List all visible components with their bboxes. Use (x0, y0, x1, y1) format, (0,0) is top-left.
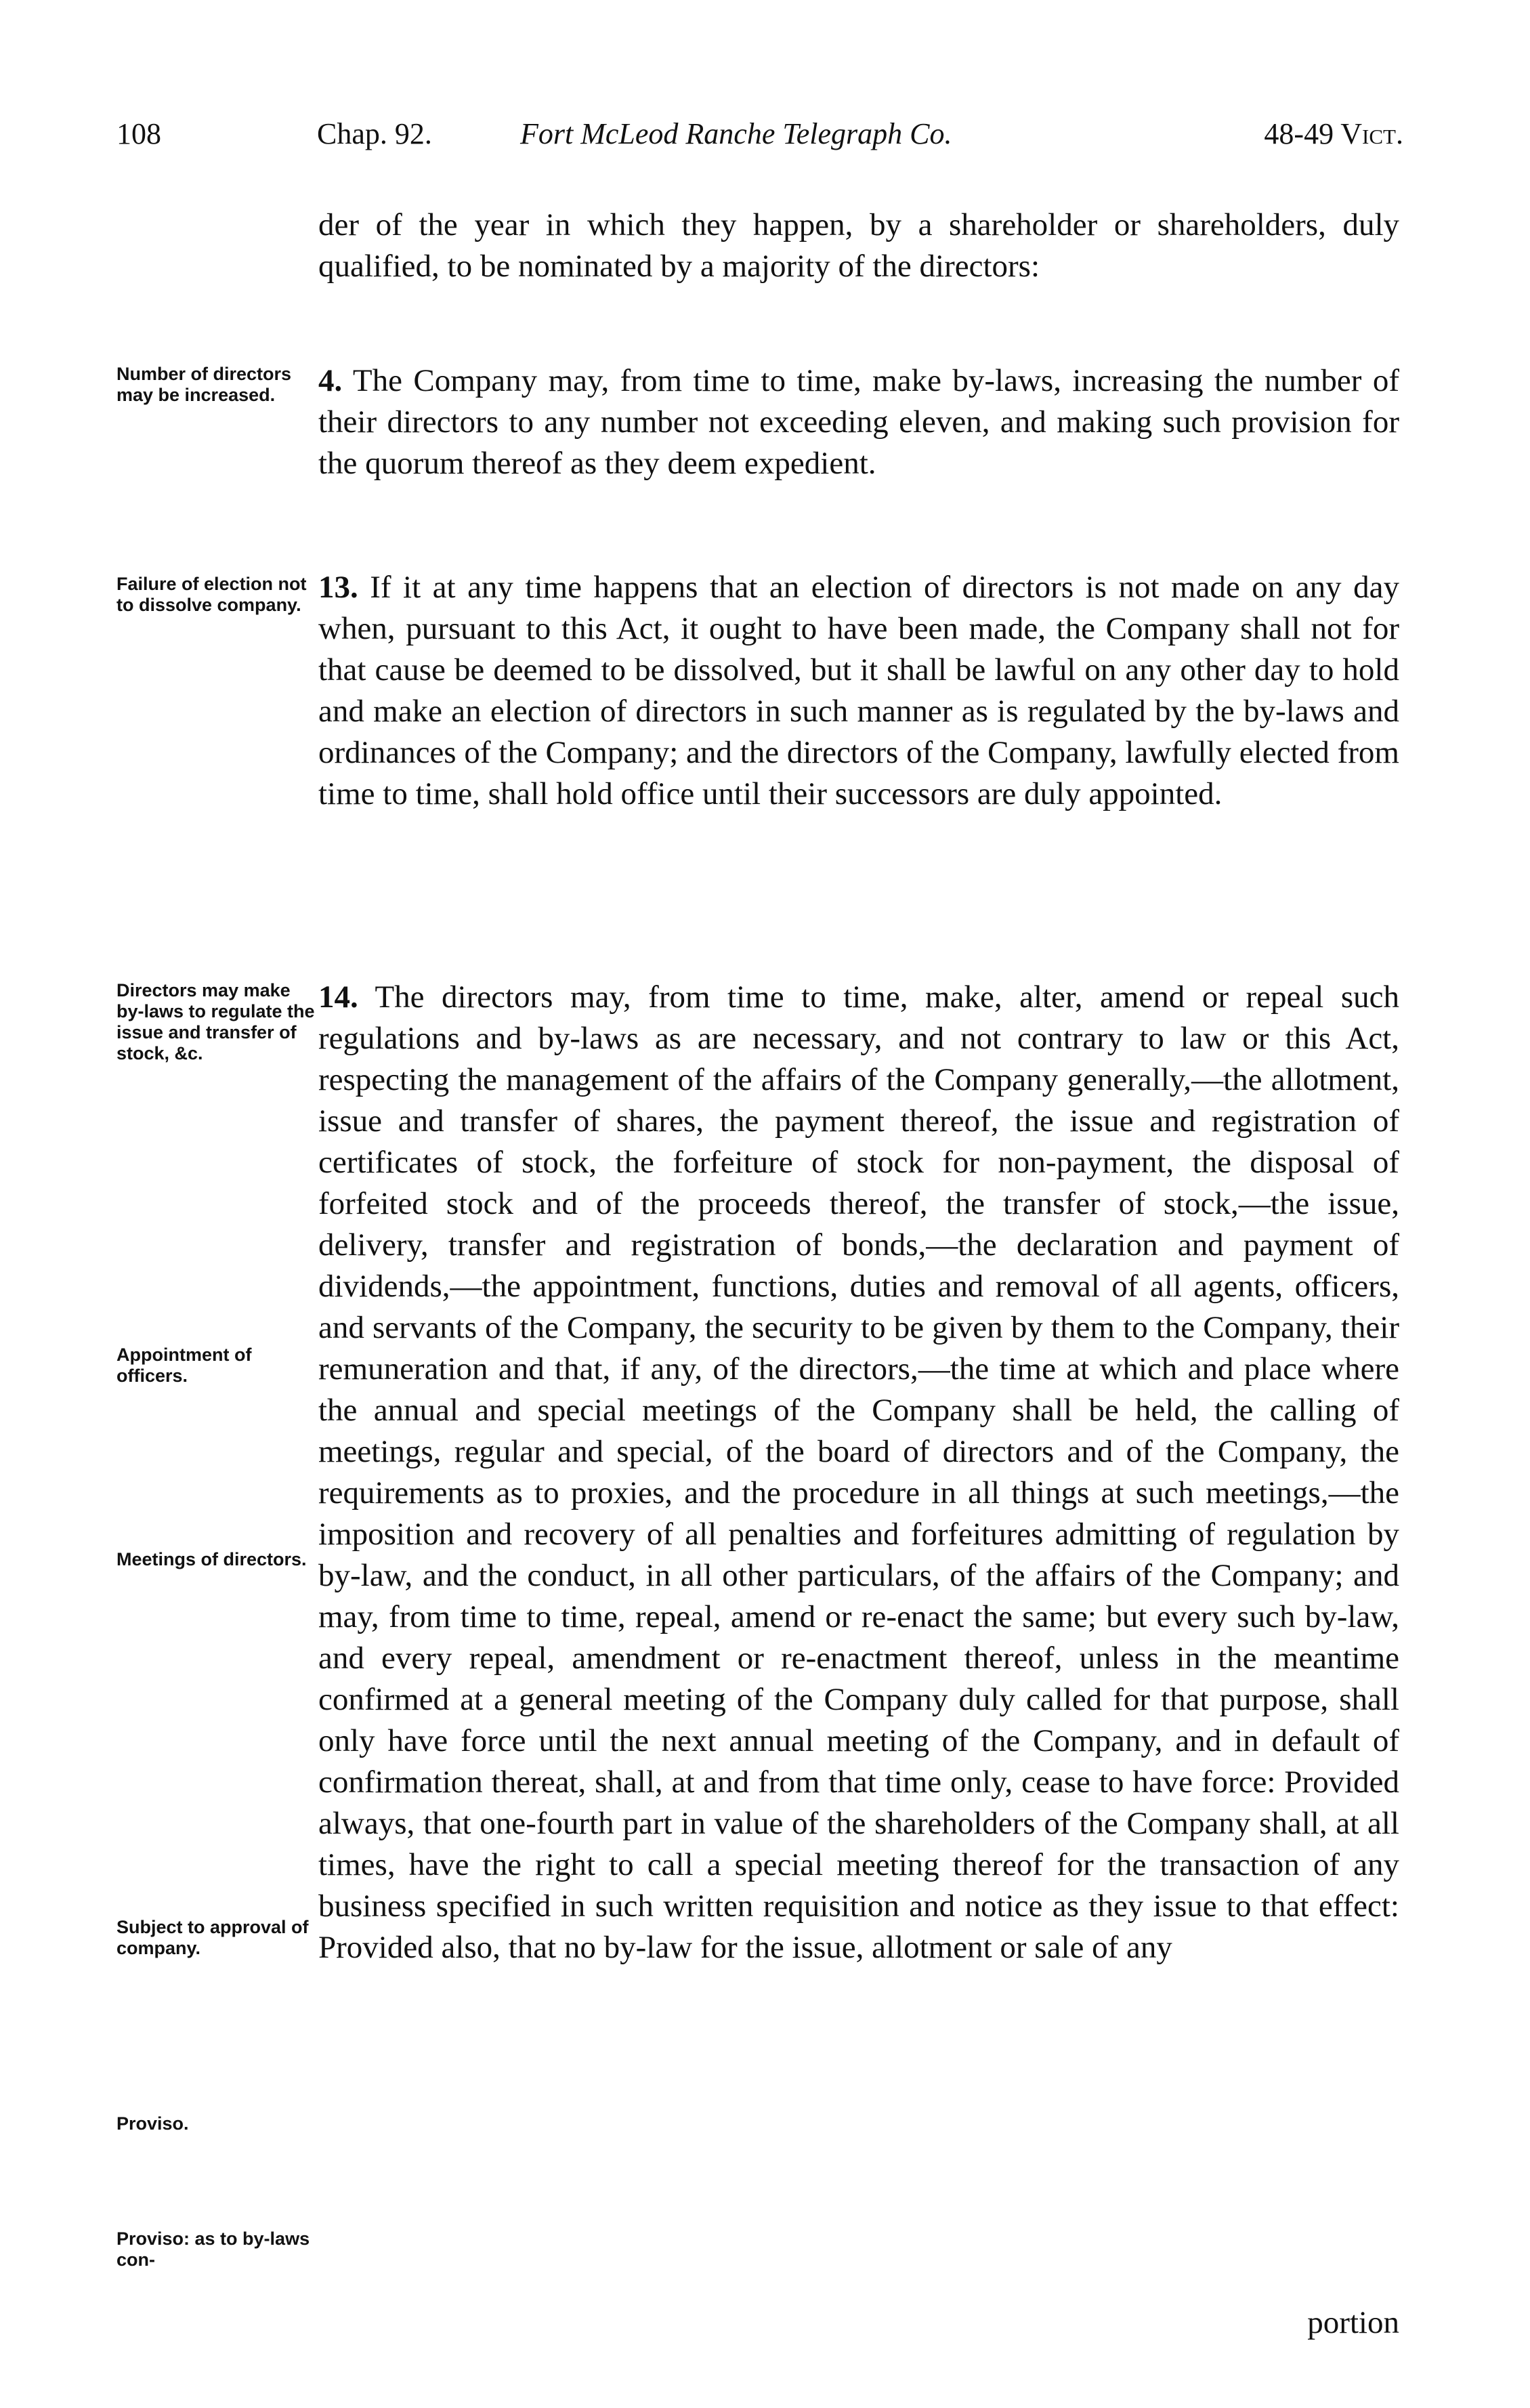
section-text: The directors may, from time to time, make, alter, amend or repeal such regulations and by-laws as are necessary, and not contrary to law or this Act, respecting the management of the affairs of the Company generally,—the allotment, issue and transfer of shares, the payment thereof, the issue and registration of certificates of stock, the forfeiture of stock for non-payment, the disposal of forfeited stock and of the proceeds thereof, the transfer of stock,—the issue, delivery, transfer and registration of bonds,—the declaration and payment of dividends,—the appointment, functions, duties and removal of all agents, officers, and servants of the Company, the security to be given by them to the Company, their remuneration and that, if any, of the directors,—the time at which and place where the annual and special meetings of the Company shall be held, the calling of meetings, regular and special, of the board of directors and of the Company, the requirements as to proxies, and the procedure in all things at such meetings,—the imposition and recovery of all penalties and forfeitures admitting of regulation by by-law, and the conduct, in all other particulars, of the affairs of the Company; and may, from time to time, repeal, amend or re-enact the same; but every such by-law, and every repeal, amendment or re-enactment thereof, unless in the meantime confirmed at a general meeting of the Company duly called for that purpose, shall only have force until the next annual meeting of the Company, and in default of confirmation thereat, shall, at and from that time only, cease to have force: Provided always, that one-fourth part in value of the shareholders of the Company shall, at all times, have the right to call a special meeting thereof for the transaction of any business specified in such written requisition and notice as they issue to that effect: Provided also, that no by-law for the issue, allotment or sale of any (318, 979, 1399, 1965)
margin-note-number-of-directors: Number of directors may be increased. (116, 364, 292, 405)
page-number: 108 (116, 117, 161, 150)
section-text: If it at any time happens that an election of directors is not made on any day when, pursuant to this Act, it ought to have been made, the Company shall not for that cause be deemed to be dissolved, but it shall be lawful on any other day to hold and make an election of directors in such manner as is regulated by the by-laws and ordinances of the Company; and the directors of the Company, lawfully elected from time to time, shall hold office until their successors are duly appointed. (318, 570, 1399, 811)
section-14 (318, 977, 1399, 1968)
section-number: 4. (318, 363, 343, 398)
continuation-text: der of the year in which they happen, by a shareholder or shareholders, duly qualified, to be nominated by a majority of the directors: (318, 207, 1399, 284)
margin-note-proviso-bylaws: Proviso: as to by-laws con- (116, 2229, 310, 2270)
margin-note-proviso: Proviso. (116, 2113, 189, 2134)
continuation-paragraph (318, 205, 1399, 287)
margin-note-subject-to-approval: Subject to approval of company. (116, 1917, 309, 1958)
section-number: 13. (318, 570, 358, 605)
regnal-year: 48-49 Vict. (1264, 117, 1403, 150)
margin-note-failure-of-election: Failure of election not to dissolve company. (116, 574, 307, 615)
margin-note-appointment-of-officers: Appointment of officers. (116, 1345, 252, 1386)
section-13 (318, 567, 1399, 815)
act-title: Fort McLeod Ranche Telegraph Co. (520, 117, 952, 150)
margin-note-meetings-of-directors: Meetings of directors. (116, 1549, 307, 1569)
margin-note-directors-bylaws: Directors may make by-laws to regulate the issue and transfer of stock, &c. (116, 980, 315, 1063)
catchword: portion (1307, 2305, 1399, 2340)
section-4 (318, 360, 1399, 484)
chapter-label: Chap. 92. (317, 117, 432, 150)
section-number: 14. (318, 979, 358, 1015)
running-header (116, 117, 1403, 164)
section-text: The Company may, from time to time, make by-laws, increasing the number of their directors to any number not exceeding eleven, and making such provision for the quorum thereof as they deem expedient. (318, 363, 1400, 481)
